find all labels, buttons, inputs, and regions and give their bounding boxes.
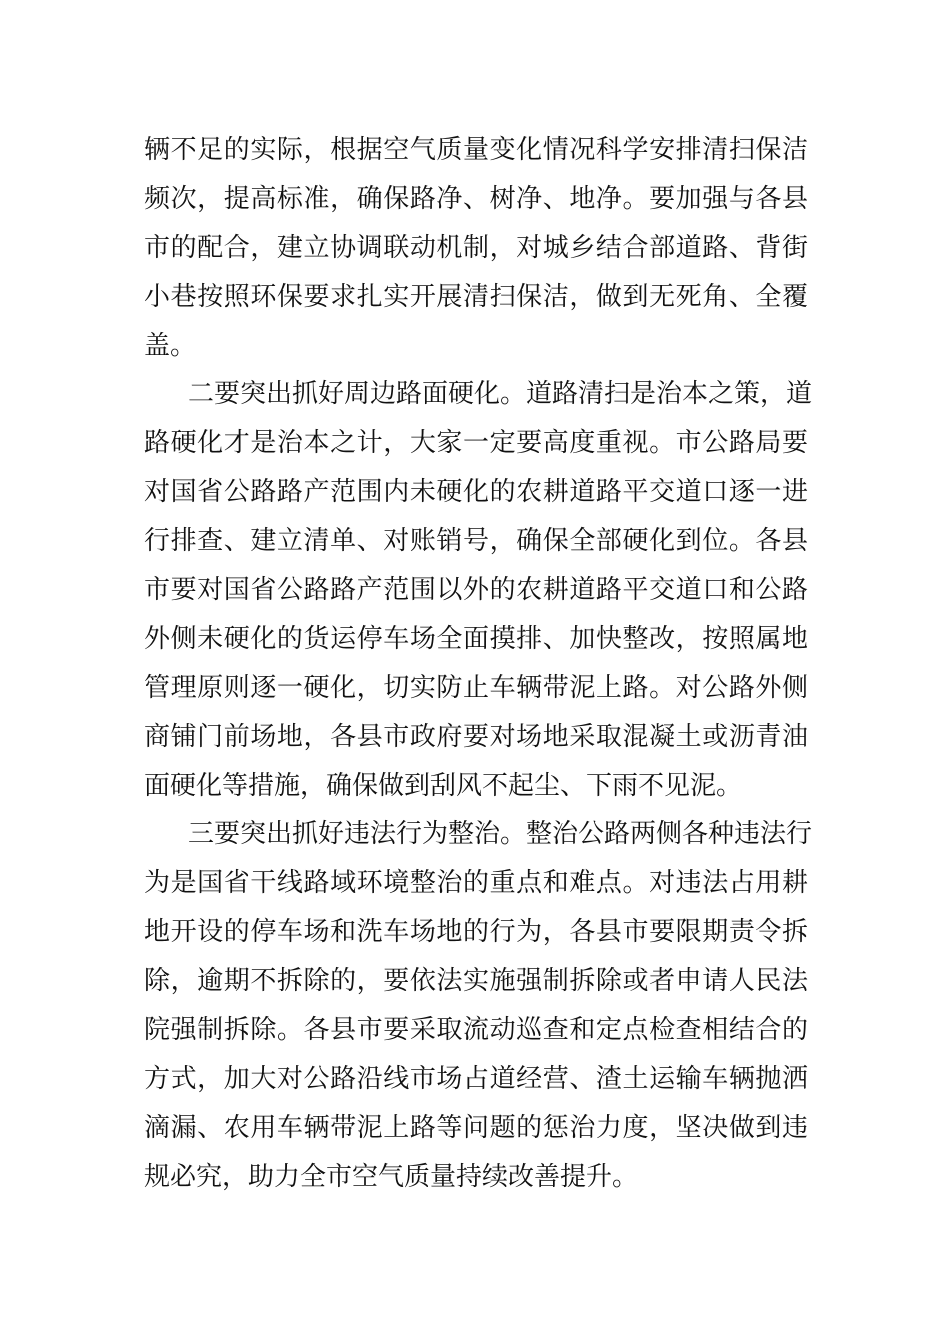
text-line: 商铺门前场地，各县市政府要对场地采取混凝土或沥青油 bbox=[144, 721, 808, 752]
text-line: 市的配合，建立协调联动机制，对城乡结合部道路、背街 bbox=[144, 232, 808, 263]
text-line: 路硬化才是治本之计，大家一定要高度重视。市公路局要 bbox=[144, 428, 808, 459]
paragraph-end-line: 面硬化等措施，确保做到刮风不起尘、下雨不见泥。 bbox=[144, 770, 743, 801]
text-line: 除，逾期不拆除的，要依法实施强制拆除或者申请人民法 bbox=[144, 966, 808, 997]
text-line: 滴漏、农用车辆带泥上路等问题的惩治力度，坚决做到违 bbox=[144, 1112, 808, 1143]
paragraph-first-line: 三要突出抓好违法行为整治。整治公路两侧各种违法行 bbox=[188, 819, 813, 850]
text-line: 管理原则逐一硬化，切实防止车辆带泥上路。对公路外侧 bbox=[144, 672, 808, 703]
text-line: 为是国省干线路域环境整治的重点和难点。对违法占用耕 bbox=[144, 868, 808, 899]
paragraph-first-line: 二要突出抓好周边路面硬化。道路清扫是治本之策，道 bbox=[188, 379, 813, 410]
document-body bbox=[144, 126, 813, 1202]
text-line: 小巷按照环保要求扎实开展清扫保洁，做到无死角、全覆 bbox=[144, 281, 808, 312]
text-line: 地开设的停车场和洗车场地的行为，各县市要限期责令拆 bbox=[144, 917, 808, 948]
text-line: 外侧未硬化的货运停车场全面摸排、加快整改，按照属地 bbox=[144, 623, 808, 654]
text-line: 行排查、建立清单、对账销号，确保全部硬化到位。各县 bbox=[144, 526, 808, 557]
text-line: 院强制拆除。各县市要采取流动巡查和定点检查相结合的 bbox=[144, 1015, 808, 1046]
text-line: 市要对国省公路路产范围以外的农耕道路平交道口和公路 bbox=[144, 575, 808, 606]
text-line: 对国省公路路产范围内未硬化的农耕道路平交道口逐一进 bbox=[144, 477, 808, 508]
text-line: 辆不足的实际，根据空气质量变化情况科学安排清扫保洁 bbox=[144, 135, 808, 165]
paragraph-end-line: 盖。 bbox=[144, 330, 197, 361]
text-line: 频次，提高标准，确保路净、树净、地净。要加强与各县 bbox=[144, 183, 808, 214]
text-line: 方式，加大对公路沿线市场占道经营、渣土运输车辆抛洒 bbox=[144, 1063, 808, 1094]
paragraph-end-line: 规必究，助力全市空气质量持续改善提升。 bbox=[144, 1161, 639, 1192]
